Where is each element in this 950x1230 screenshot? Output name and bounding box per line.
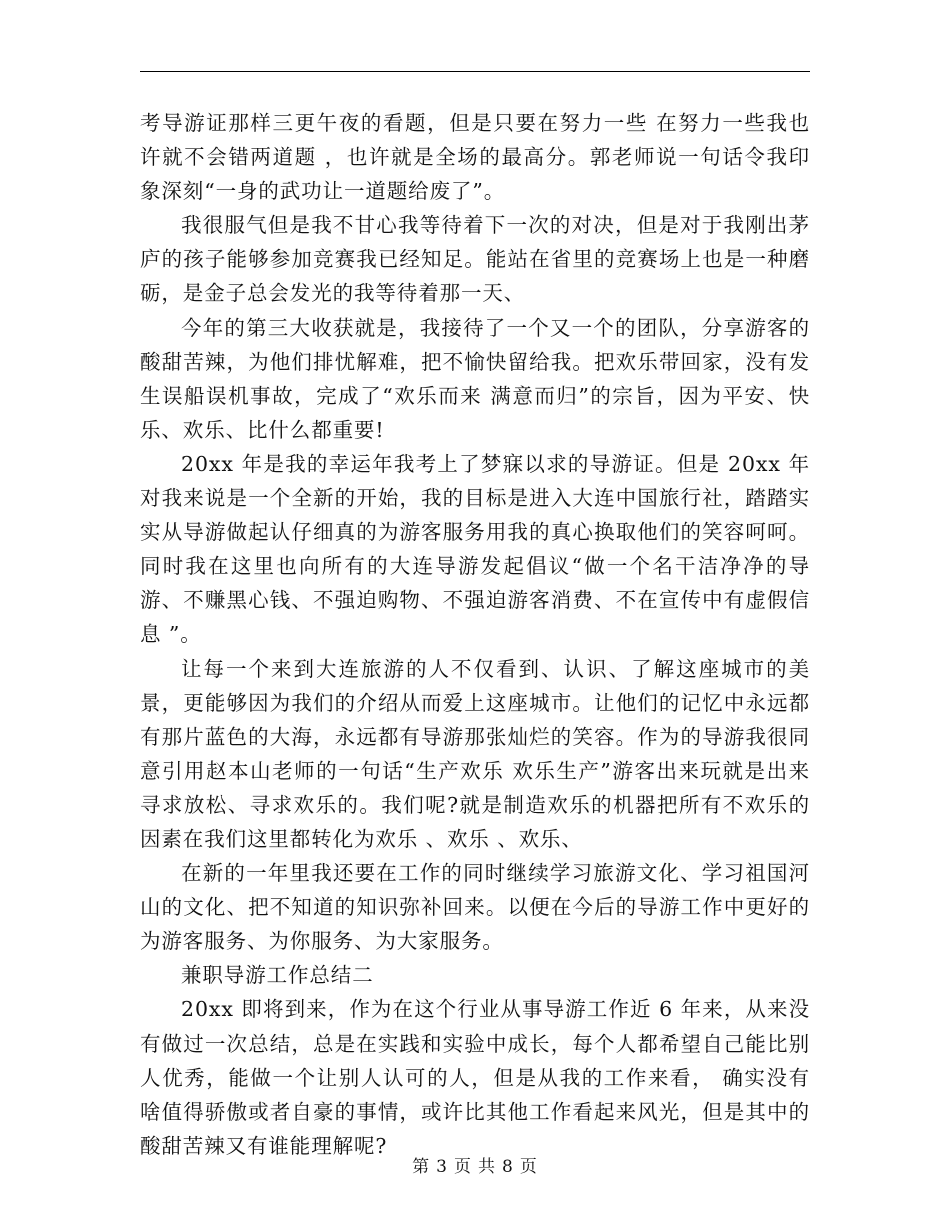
paragraph-2: 我很服气但是我不甘心我等待着下一次的对决，但是对于我刚出茅庐的孩子能够参加竞赛我已经知足。能站在省里的竞赛场上也是一种磨砺，是金子总会发光的我等待着那一天、: [140, 213, 810, 306]
footer-prefix: 第: [412, 1157, 431, 1177]
paragraph-4: 20xx 年是我的幸运年我考上了梦寐以求的导游证。但是 20xx 年对我来说是一个全新的开始，我的目标是进入大连中国旅行社，踏踏实实从导游做起认仔细真的为游客服务用我的真心换取他们的笑容呵呵。同时我在这里也向所有的大连导游发起倡议“做一个名干洁净净的导游、不赚黑心钱、不强迫购物、不强迫游客消费、不在宣传中有虚假信息 ”。: [140, 451, 810, 647]
paragraph-1: 考导游证那样三更午夜的看题，但是只要在努力一些 在努力一些我也许就不会错两道题 ，也许就是全场的最高分。郭老师说一句话令我印象深刻“一身的武功让一道题给废了”。: [140, 111, 810, 204]
section-heading: 兼职导游工作总结二: [181, 963, 374, 988]
footer-total-pages: 8: [502, 1157, 514, 1177]
paragraph-7: 20xx 即将到来，作为在这个行业从事导游工作近 6 年来，从来没有做过一次总结，总是在实践和实验中成长，每个人都希望自己能比别人优秀，能做一个让别人认可的人，但是从我的工作来看， 确实没有啥值得骄傲或者自豪的事情，或许比其他工作看起来风光，但是其中的酸甜苦辣又有谁能理解呢?: [140, 997, 810, 1158]
page-footer: [0, 1156, 950, 1178]
footer-total-word: 共: [478, 1157, 496, 1177]
footer-page-number: 3: [436, 1157, 448, 1177]
paragraph-6: 在新的一年里我还要在工作的同时继续学习旅游文化、学习祖国河山的文化、把不知道的知识弥补回来。以便在今后的导游工作中更好的为游客服务、为你服务、为大家服务。: [140, 861, 810, 954]
footer-page-word: 页: [454, 1157, 472, 1177]
paragraph-3: 今年的第三大收获就是，我接待了一个又一个的团队，分享游客的酸甜苦辣，为他们排忧解难，把不愉快留给我。把欢乐带回家，没有发生误船误机事故，完成了“欢乐而来 满意而归”的宗旨，因为平安、快乐、欢乐、比什么都重要!: [140, 315, 810, 442]
document-body: [140, 106, 810, 1163]
paragraph-5: 让每一个来到大连旅游的人不仅看到、认识、了解这座城市的美景，更能够因为我们的介绍从而爱上这座城市。让他们的记忆中永远都有那片蓝色的大海，永远都有导游那张灿烂的笑容。作为的导游我很同意引用赵本山老师的一句话“生产欢乐 欢乐生产”游客出来玩就是出来寻求放松、寻求欢乐的。我们呢?就是制造欢乐的机器把所有不欢乐的因素在我们这里都转化为欢乐 、欢乐 、欢乐、: [140, 656, 810, 851]
header-rule: [140, 71, 810, 72]
footer-suffix: 页: [519, 1157, 538, 1177]
